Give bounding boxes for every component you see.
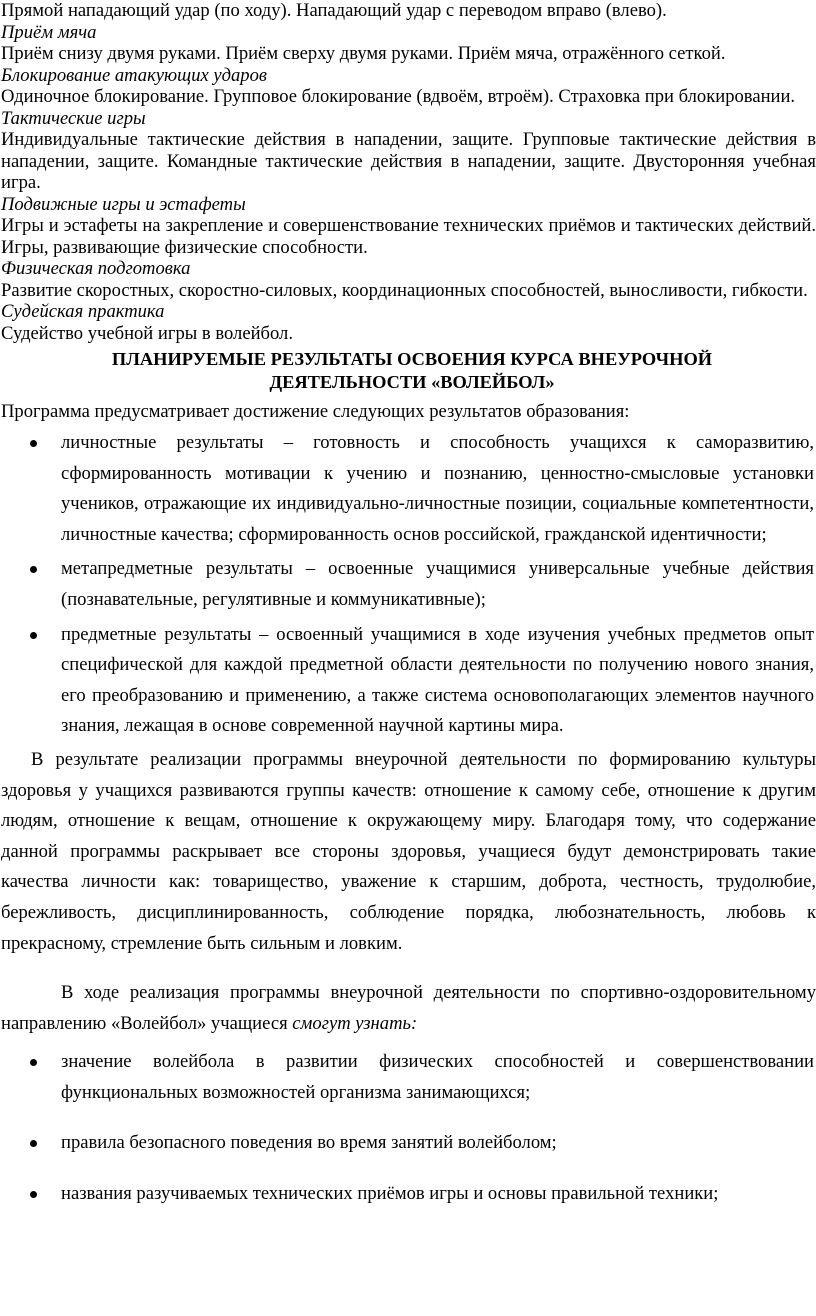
heading-physical: Физическая подготовка [1, 258, 191, 279]
bullet-icon [30, 632, 37, 639]
results-intro: Программа предусматривает достижение следующих результатов образования: [1, 401, 630, 422]
paragraph-games: Игры и эстафеты на закрепление и совершенствование технических приёмов и тактических действий. Игры, развивающие физические способности. [1, 215, 816, 258]
list-item-text: личностные результаты – готовность и способность учащихся к саморазвитию, сформированность мотивации к учению и познанию, ценностно-смысловые установки учеников, отражающие их индивидуально-личностные позиции, социальные компетентности, личностные качества; сформированность основ российской, гражданской идентичности; [61, 432, 814, 545]
list-item [0, 620, 816, 742]
list-item [0, 428, 816, 550]
bullet-icon [30, 566, 37, 573]
list-item-text: значение волейбола в развитии физических способностей и совершенствовании функциональных возможностей организма занимающихся; [61, 1051, 814, 1103]
paragraph-blocking: Одиночное блокирование. Групповое блокирование (вдвоём, втроём). Страховка при блокировании. [1, 86, 796, 107]
bullet-icon [30, 1140, 37, 1147]
list-item-text: правила безопасного поведения во время занятий волейболом; [61, 1132, 557, 1154]
list-item [0, 1179, 816, 1210]
list-item-text: предметные результаты – освоенный учащимися в ходе изучения учебных предметов опыт специфической для каждой предметной области деятельности по получению нового знания, его преобразованию и применению, а также система основополагающих элементов научного знания, лежащая в основе современной научной картины мира. [61, 623, 814, 737]
learn-intro-emphasis: смогут узнать: [292, 1013, 418, 1035]
heading-refereeing: Судейская практика [1, 301, 165, 322]
list-item [0, 1047, 816, 1108]
list-item [0, 1128, 816, 1159]
learn-intro [1, 977, 816, 1039]
heading-reception: Приём мяча [1, 21, 97, 43]
heading-games: Подвижные игры и эстафеты [1, 193, 246, 215]
results-title-line-1: ПЛАНИРУЕМЫЕ РЕЗУЛЬТАТЫ ОСВОЕНИЯ КУРСА ВНЕУРОЧНОЙ [111, 349, 713, 369]
heading-tactics: Тактические игры [1, 107, 146, 129]
paragraph-reception: Приём снизу двумя руками. Приём сверху двумя руками. Приём мяча, отражённого сеткой. [1, 43, 726, 64]
paragraph-refereeing: Судейство учебной игры в волейбол. [1, 322, 293, 344]
bullet-icon [30, 1059, 37, 1066]
bullet-icon [30, 1191, 37, 1198]
list-item [0, 554, 816, 615]
bullet-icon [30, 440, 37, 447]
paragraph-attack: Прямой нападающий удар (по ходу). Нападающий удар с переводом вправо (влево). [1, 0, 667, 21]
results-title-line-2: ДЕЯТЕЛЬНОСТИ «ВОЛЕЙБОЛ» [269, 371, 555, 392]
results-list [0, 428, 816, 742]
paragraph-physical: Развитие скоростных, скоростно-силовых, координационных способностей, выносливости, гибкости. [1, 279, 808, 301]
learn-list [0, 1047, 816, 1209]
list-item-text: метапредметные результаты – освоенные учащимися универсальные учебные действия (познавательные, регулятивные и коммуникативные); [61, 558, 814, 610]
paragraph-tactics: Индивидуальные тактические действия в нападении, защите. Групповые тактические действия в нападении, защите. Командные тактические действия в нападении, защите. Двусторонняя учебная игра. [1, 129, 816, 193]
learn-intro-text: В ходе реализация программы внеурочной деятельности по спортивно-оздоровительному направлению «Волейбол» учащиеся [1, 982, 816, 1035]
health-paragraph: В результате реализации программы внеурочной деятельности по формированию культуры здоровья у учащихся развиваются группы качеств: отношение к самому себе, отношение к другим людям, отношение к вещам, отношение к окружающему миру. Благодаря тому, что содержание данной программы раскрывает все стороны здоровья, учащиеся будут демонстрировать такие качества личности как: товарищество, уважение к старшим, доброта, честность, трудолюбие, бережливость, дисциплинированность, соблюдение порядка, любознательность, любовь к прекрасному, стремление быть сильным и ловким. [1, 748, 816, 954]
list-item-text: названия разучиваемых технических приёмов игры и основы правильной техники; [61, 1182, 719, 1204]
heading-blocking: Блокирование атакующих ударов [1, 64, 267, 86]
